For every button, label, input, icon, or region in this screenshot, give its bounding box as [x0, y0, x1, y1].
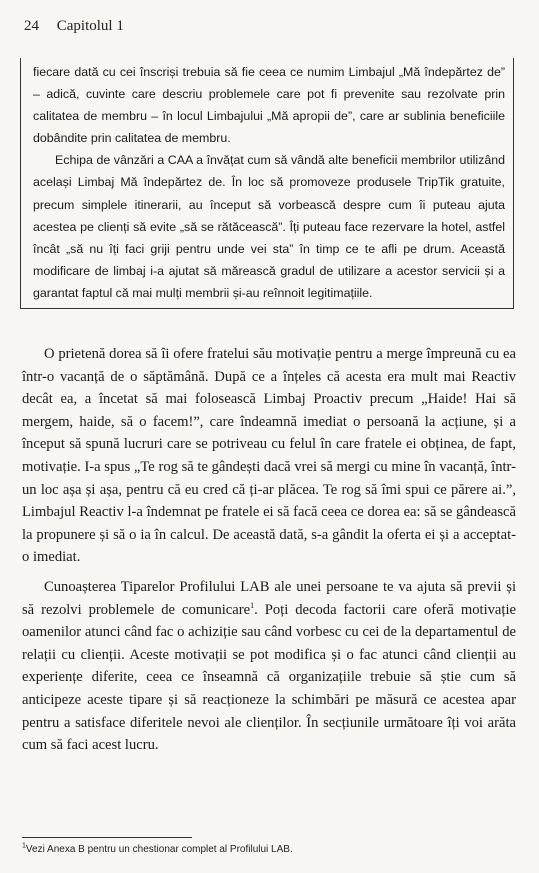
- footnote-divider: [22, 837, 192, 838]
- footnote-mark: 1: [22, 842, 26, 850]
- body-paragraph-2: [22, 576, 516, 757]
- footnote: [22, 843, 516, 856]
- body-paragraph-2-end: . Poți decoda factorii care oferă motivație oamenilor atunci când fac o achiziție sau când vorbesc cu cei de la departamentul de relații cu clienții. Aceste motivații se pot modifica și o fac atunci când clienții au experiențe diferite, ceea ce înseamnă că organizațiile trebuie să știe cum să anticipeze aceste tipare și să reacționeze la schimbări pe măsură ce acestea apar pentru a satisface diferitele nevoi ale clienților. În secțiunile următoare îți voi arăta cum să faci acest lucru.: [22, 601, 516, 754]
- footnote-reference: 1: [250, 600, 255, 610]
- boxed-case-study: [20, 58, 514, 309]
- body-paragraph-1: O prietenă dorea să îi ofere fratelui său motivație pentru a merge împreună cu ea într-o vacanță de o săptămână. După ce a înțeles că acesta era mult mai Reactiv decât ea, a încetat să mai folosească Limbaj Proactiv precum „Haide! Hai să mergem, haide, să o facem!”, care îndeamnă imediat o persoană la acțiune, și a început să spună lucruri care se potriveau cu felul în care fratele ei obținea, de fapt, motivație. I-a spus „Te rog să te gândești dacă vrei să mergi cu mine în vacanță, într-un loc așa și așa, pentru că eu cred că ți-ar plăcea. Te rog să îmi spui ce părere ai.”, Limbajul Reactiv l-a îndemnat pe fratele ei să facă ceea ce dorea ea: să se gândească la propunere și să o ia în calcul. De această dată, s-a gândit la oferta ei și a acceptat-o imediat.: [22, 346, 516, 566]
- body-text: [22, 343, 516, 764]
- boxed-paragraph-2: Echipa de vânzări a CAA a învățat cum să vândă alte beneficii membrilor utilizând același Limbaj Mă îndepărtez de. În loc să promoveze produsele TripTik gratuite, precum simplele itinerarii, au început să vorbească despre cum îi puteau ajuta acestea pe clienți să evite „să se rătăcească”. Îți puteau face rezervare la hotel, astfel încât „să nu îți faci griji pentru unde vei sta” în timp ce te afli pe drum. Această modificare de limbaj i-a ajutat să mărească gradul de utilizare a acestor servicii și a garantat faptul că mai mulți membrii și-au reînnoit legitimațiile.: [33, 153, 505, 300]
- chapter-title: Capitolul 1: [56, 18, 124, 34]
- page-number: 24: [24, 18, 39, 34]
- boxed-paragraph-1: fiecare dată cu cei înscriși trebuia să fie ceea ce numim Limbajul „Mă îndepărtez de” – adică, cuvinte care descriu problemele care pot fi prevenite sau rezolvate prin calitatea de membru – în locul Limbajului „Mă apropii de”, care ar sublinia beneficiile dobândite prin calitatea de membru.: [33, 65, 505, 146]
- page-header: [24, 18, 124, 35]
- footnote-text: Vezi Anexa B pentru un chestionar complet al Profilului LAB.: [25, 844, 293, 855]
- body-paragraph-2-start: Cunoașterea Tiparelor Profilului LAB ale unei persoane te va ajuta să previi și să rezolvi problemele de comunicare: [22, 578, 516, 618]
